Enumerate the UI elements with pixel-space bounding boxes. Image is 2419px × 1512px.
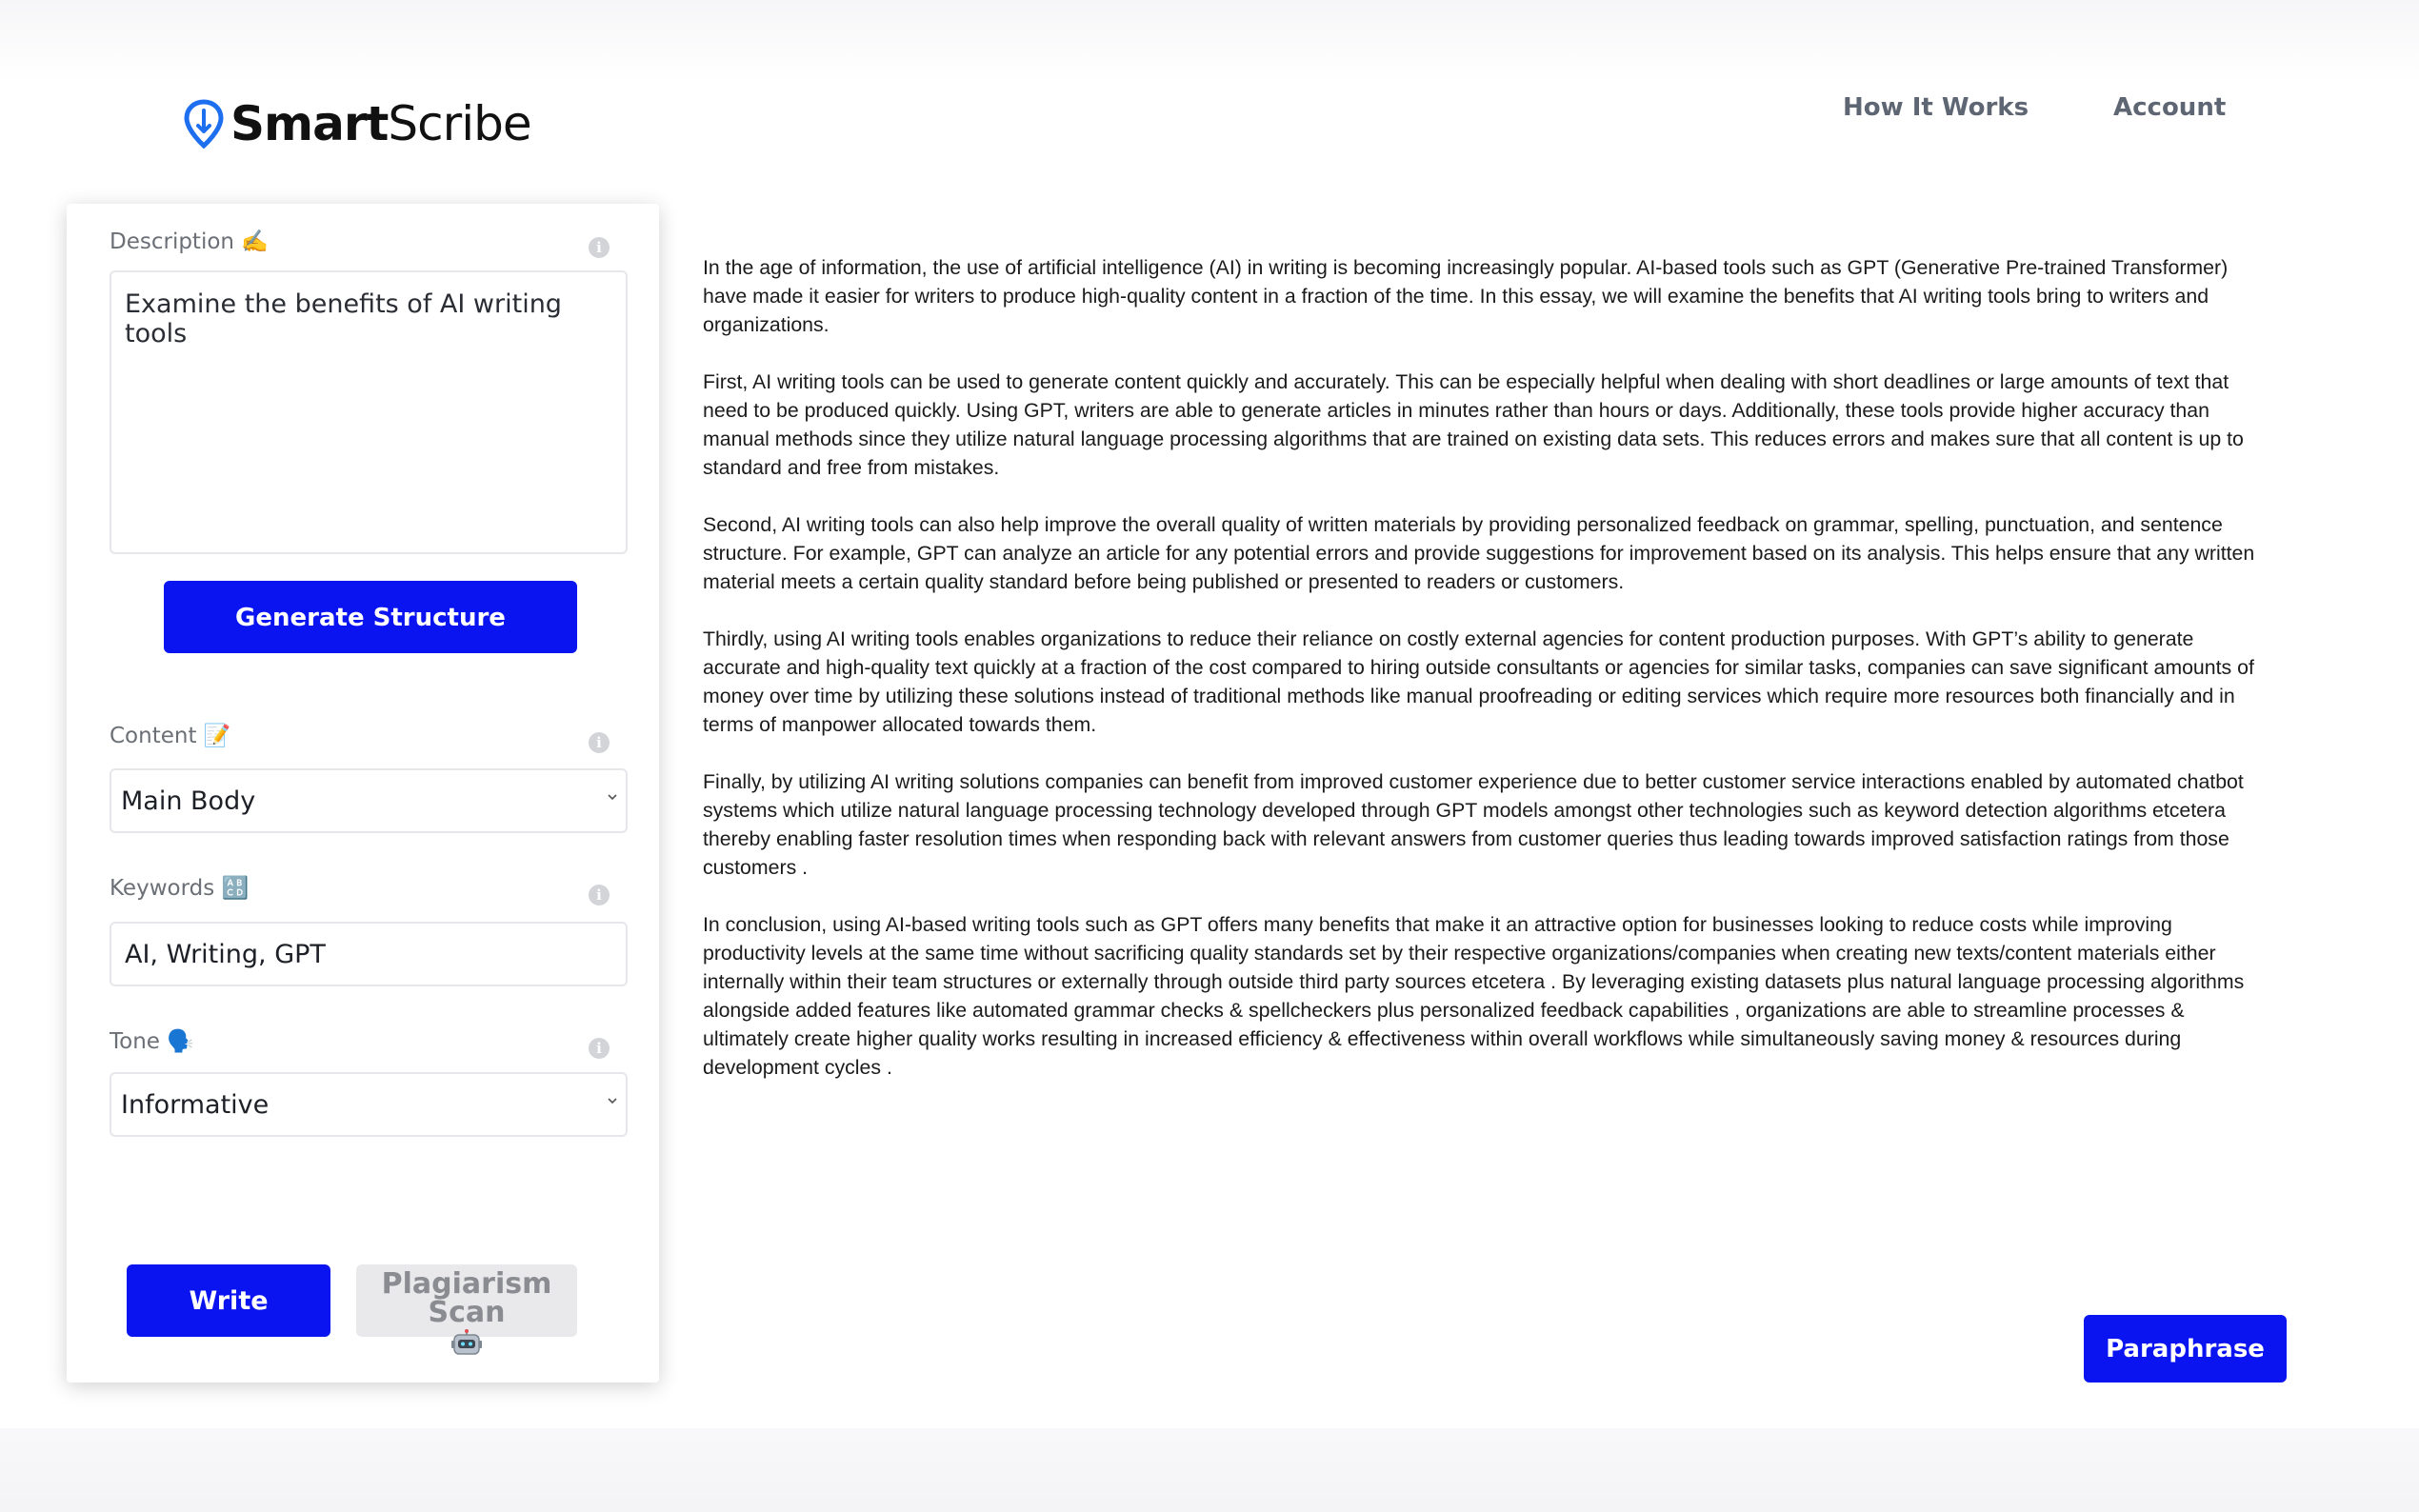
tone-select[interactable] [110,1072,628,1137]
tone-label: Tone 🗣️ [110,1029,194,1054]
description-label: Description ✍️ [110,229,269,254]
generate-structure-button[interactable]: Generate Structure [164,581,577,653]
chevron-down-icon [607,1095,618,1106]
essay-paragraph: In the age of information, the use of artificial intelligence (AI) in writing is becoming increasingly popular. AI-based tools such as GPT (Generative Pre-trained Transformer) have made it easier for writers to produce high-quality content in a fraction of the time. In this essay, we will examine the benefits that AI writing tools bring to writers and organizations. [703,256,2229,336]
content-select[interactable] [110,768,628,833]
logo-text-bold: Smart [230,96,389,151]
footer-band [0,1428,2419,1512]
nav-how-it-works[interactable]: How It Works [1843,93,2029,122]
write-button[interactable]: Write [127,1264,330,1337]
logo-text [230,96,531,151]
content-select-value: Main Body [121,786,256,816]
description-input[interactable] [110,270,628,554]
writing-controls-panel [67,204,659,1383]
essay-output [703,253,2255,1110]
essay-paragraph: In conclusion, using AI-based writing tools such as GPT offers many benefits that make it an attractive option for businesses looking to reduce costs while improving productivity levels at the same time without sacrificing quality standards set by their respective organizations/companies when creating new texts/content materials either internally within their team structures or externally through outside third party sources etcetera . By leveraging existing datasets plus natural language processing algorithms alongside added features like automated grammar checks & spellcheckers plus personalized feedback capabilities , organizations are able to streamline processes & ultimately create higher quality works resulting in increased efficiency & effectiveness within overall workflows while simultaneously saving money & resources during development cycles . [703,913,2245,1079]
chevron-down-icon [607,791,618,803]
essay-paragraph: Thirdly, using AI writing tools enables organizations to reduce their reliance on costly external agencies for content production purposes. With GPT’s ability to generate accurate and high-quality text quickly at a fraction of the cost compared to hiring outside consultants or agencies for similar tasks, companies can save significant amounts of money over time by utilizing these solutions instead of traditional methods like manual proofreading or editing services which require more resources both financially and in terms of manpower allocated towards them. [703,627,2254,736]
info-icon[interactable]: i [589,885,610,905]
robot-icon [450,1329,484,1358]
logo[interactable] [183,97,531,150]
keywords-label: Keywords 🔠 [110,876,250,901]
nav-account[interactable]: Account [2113,93,2227,122]
header-background [0,0,2419,82]
logo-text-light: Scribe [388,96,531,151]
plagiarism-scan-button[interactable] [356,1264,577,1337]
info-icon[interactable]: i [589,732,610,753]
content-label: Content 📝 [110,724,231,748]
info-icon[interactable]: i [589,237,610,258]
essay-paragraph: First, AI writing tools can be used to generate content quickly and accurately. This can be especially helpful when dealing with short deadlines or large amounts of text that need to be produced quickly. Using GPT, writers are able to generate articles in minutes rather than hours or days. Additionally, these tools provide higher accuracy than manual methods since they utilize natural language processing algorithms that are trained on existing data sets. This reduces errors and makes sure that all content is up to standard and free from mistakes. [703,370,2244,479]
tone-select-value: Informative [121,1089,270,1120]
essay-paragraph: Finally, by utilizing AI writing solutions companies can benefit from improved customer experience due to better customer service interactions enabled by automated chatbot systems which utilize natural language processing technology developed through GPT models amongst other technologies such as keyword detection algorithms etcetera thereby enabling faster resolution times when responding back with relevant answers from customer queries thus leading towards improved satisfaction ratings from those customers . [703,770,2244,879]
essay-paragraph: Second, AI writing tools can also help improve the overall quality of written materials by providing personalized feedback on grammar, spelling, punctuation, and sentence structure. For example, GPT can analyze an article for any potential errors and provide suggestions for improvement based on its analysis. This helps ensure that any written material meets a certain quality standard before being published or presented to readers or customers. [703,513,2255,593]
plagiarism-scan-label: Plagiarism Scan [381,1267,552,1329]
paraphrase-button[interactable]: Paraphrase [2084,1315,2287,1383]
keywords-input[interactable]: AI, Writing, GPT [110,922,628,986]
info-icon[interactable]: i [589,1038,610,1059]
location-pin-icon [183,99,225,149]
